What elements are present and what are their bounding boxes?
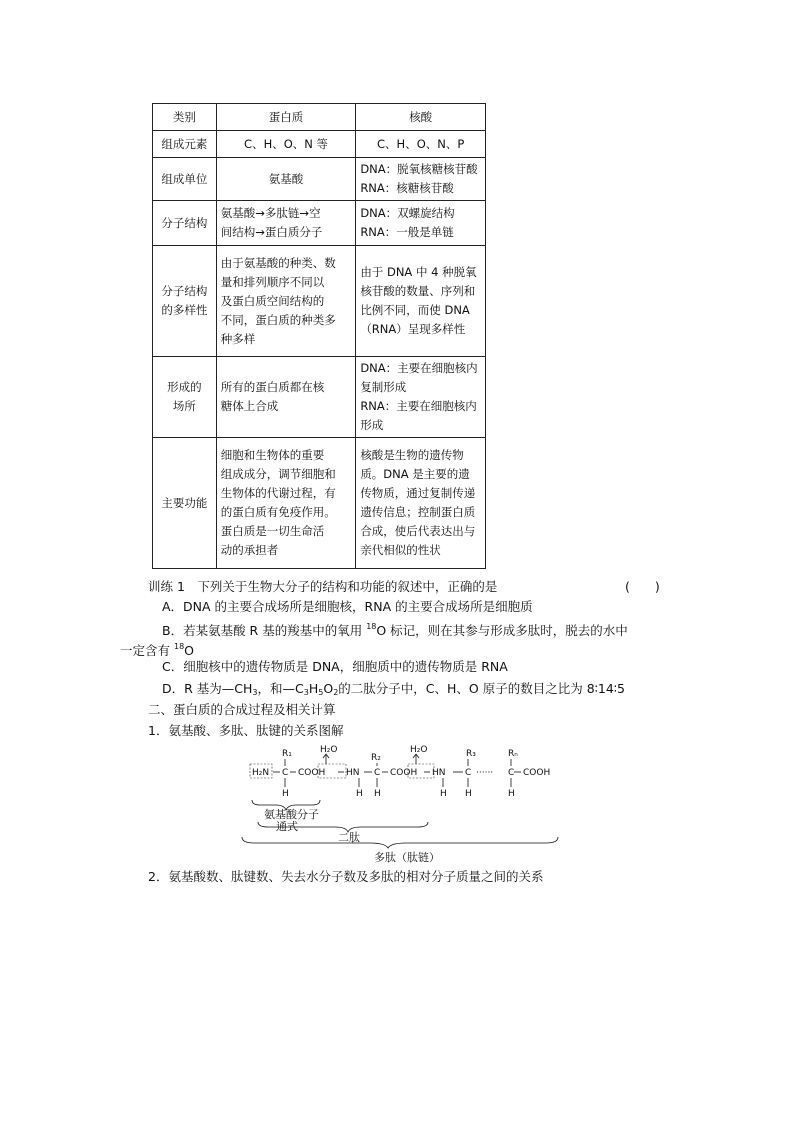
option-b-text-2: O 标记，则在其参与形成多肽时，脱去的水中	[376, 623, 628, 638]
row-units	[153, 158, 486, 201]
subscript: 3	[252, 688, 258, 697]
nh-1: HN	[346, 768, 360, 778]
option-b-text-3: 一定含有	[120, 643, 174, 658]
nucleic-acid-cell	[356, 357, 486, 438]
r1-label: R₁	[282, 749, 292, 759]
protein-cell	[216, 131, 356, 158]
nucleic-acid-cell-line: RNA：主要在细胞核内	[360, 399, 477, 413]
alpha-carbon-2: C	[374, 768, 381, 778]
option-d	[162, 680, 625, 702]
category-cell-line: 组成元素	[161, 136, 208, 151]
nucleic-acid-cell-line: C、H、O、N、P	[377, 136, 465, 151]
polypeptide-brace	[242, 837, 558, 848]
category-cell-line: 组成单位	[161, 171, 208, 186]
polypeptide-label: 多肽（肽链）	[374, 851, 440, 864]
h-2: H	[356, 789, 363, 799]
category-cell-line: 主要功能	[161, 495, 208, 510]
protein-cell-line: 及蛋白质空间结构的	[220, 293, 325, 308]
option-d-text-3: H	[308, 681, 319, 696]
row-location	[153, 357, 486, 438]
chain-ellipsis: ······	[476, 768, 494, 778]
protein-cell-line: 氨基酸→多肽链→空	[220, 206, 321, 220]
nucleic-acid-cell-line: 核酸是生物的遗传物	[360, 448, 464, 462]
h-1: H	[282, 789, 289, 799]
nucleic-acid-cell-line: RNA：一般是单链	[360, 225, 454, 239]
h-4: H	[440, 789, 447, 799]
protein-cell-line: 不同，蛋白质的种类多	[220, 312, 336, 327]
amino-acid-formula-label-2: 通式	[276, 820, 298, 833]
isotope-superscript: 18	[173, 642, 185, 651]
row-structure	[153, 201, 486, 246]
protein-cell-line: 的蛋白质有免疫作用。	[220, 505, 336, 519]
category-cell-line: 形成的	[167, 380, 202, 394]
option-b-text-4: O	[184, 643, 195, 658]
protein-cell-line: 所有的蛋白质都在核	[220, 380, 325, 394]
category-cell	[153, 438, 217, 569]
rn-label: Rₙ	[508, 749, 518, 759]
subscript: 2	[333, 688, 339, 697]
option-d-text-2: ，和—C	[257, 681, 304, 696]
item-1-heading: 1．氨基酸、多肽、肽键的关系图解	[148, 723, 344, 738]
answer-bracket: ( )	[625, 579, 660, 594]
nucleic-acid-cell-line: DNA：脱氧核糖核苷酸	[360, 162, 478, 176]
dipeptide-label: 二肽	[338, 831, 360, 844]
nucleic-acid-cell-line: 核苷酸的数量、序列和	[360, 284, 476, 298]
item-2-heading: 2．氨基酸数、肽键数、失去水分子数及多肽的相对分子质量之间的关系	[148, 869, 544, 884]
amino-acid-formula-label-1: 氨基酸分子	[264, 808, 319, 821]
header-category: 类别	[153, 104, 217, 131]
alpha-carbon-1: C	[282, 768, 289, 778]
nh-2: HN	[432, 768, 446, 778]
table-header-row	[153, 104, 486, 131]
alpha-carbon-n: C	[508, 768, 515, 778]
section-heading: 二、蛋白质的合成过程及相关计算	[148, 702, 336, 717]
category-cell	[153, 201, 217, 246]
nucleic-acid-cell	[356, 158, 486, 201]
water-label-1: H₂O	[320, 745, 338, 755]
protein-cell-line: 糖体上合成	[220, 399, 279, 413]
protein-cell-line: 氨基酸	[268, 171, 304, 186]
option-b-line1	[162, 618, 628, 640]
nucleic-acid-cell-line: 传物质，通过复制传递	[360, 486, 476, 500]
header-protein: 蛋白质	[216, 104, 356, 131]
category-cell-line: 分子结构	[161, 284, 208, 298]
nucleic-acid-cell-line: 亲代相似的性状	[360, 543, 441, 557]
nucleic-acid-cell-line: 合成，使后代表达出与	[360, 524, 476, 538]
protein-cell-line: 种多样	[220, 331, 256, 346]
nucleic-acid-cell-line: 形成	[360, 418, 384, 432]
comparison-table	[152, 103, 486, 569]
option-d-text-5: 的二肽分子中，C、H、O 原子的数目之比为 8∶14∶5	[338, 681, 626, 696]
nucleic-acid-cell-line: 由于 DNA 中 4 种脱氧	[360, 265, 477, 279]
nucleic-acid-cell-line: 比例不同，而使 DNA	[360, 303, 470, 317]
option-d-text-4: O	[323, 681, 334, 696]
subscript: 5	[318, 688, 324, 697]
r3-label: R₃	[466, 749, 476, 759]
nucleic-acid-cell	[356, 246, 486, 357]
protein-cell	[216, 246, 356, 357]
exercise-stem: 训练 1 下列关于生物大分子的结构和功能的叙述中，正确的是	[148, 579, 498, 594]
carboxyl-1: COOH	[298, 768, 326, 778]
category-cell-line: 分子结构	[161, 215, 208, 230]
option-b-text-1: B．若某氨基酸 R 基的羧基中的氧用	[162, 623, 367, 638]
nucleic-acid-cell-line: DNA：主要在细胞核内	[360, 361, 478, 375]
nucleic-acid-cell-line: DNA：双螺旋结构	[360, 206, 455, 220]
category-cell-line: 的多样性	[161, 303, 208, 317]
water-label-2: H₂O	[410, 745, 428, 755]
r2-label: R₂	[371, 753, 381, 763]
protein-cell-line: 蛋白质是一切生命活	[220, 524, 325, 538]
row-function	[153, 438, 486, 569]
category-cell	[153, 357, 217, 438]
subscript: 3	[303, 688, 309, 697]
nucleic-acid-cell-line: 遗传信息；控制蛋白质	[360, 505, 476, 519]
h-3: H	[374, 789, 381, 799]
isotope-superscript: 18	[366, 622, 377, 631]
nucleic-acid-cell	[356, 438, 486, 569]
nucleic-acid-cell-line: RNA：核糖核苷酸	[360, 181, 454, 195]
category-cell-line: 场所	[172, 399, 196, 413]
option-d-text-1: D．R 基为—CH	[162, 681, 253, 696]
protein-cell	[216, 158, 356, 201]
protein-cell-line: 细胞和生物体的重要	[220, 448, 325, 462]
protein-cell-line: 量和排列顺序不同以	[220, 274, 325, 289]
nucleic-acid-cell-line: 复制形成	[360, 380, 407, 394]
protein-cell-line: 由于氨基酸的种类、数	[220, 255, 336, 270]
nucleic-acid-cell	[356, 201, 486, 246]
protein-cell-line: 间结构→蛋白质分子	[220, 225, 323, 239]
carboxyl-n: COOH	[523, 768, 551, 778]
nucleic-acid-cell	[356, 131, 486, 158]
category-cell	[153, 158, 217, 201]
comparison-table-body	[153, 104, 486, 569]
option-c: C．细胞核中的遗传物质是 DNA，细胞质中的遗传物质是 RNA	[162, 659, 508, 674]
protein-cell	[216, 357, 356, 438]
header-nucleic-acid: 核酸	[356, 104, 486, 131]
protein-cell-line: 组成成分，调节细胞和	[220, 467, 336, 481]
protein-cell-line: 动的承担者	[220, 543, 279, 557]
h-5: H	[465, 789, 472, 799]
peptide-bond-diagram	[240, 742, 570, 868]
carboxyl-2: COOH	[390, 768, 418, 778]
nucleic-acid-cell-line: 质。DNA 是主要的遗	[360, 467, 470, 481]
protein-cell-line: C、H、O、N 等	[244, 136, 329, 151]
protein-cell	[216, 201, 356, 246]
option-a: A．DNA 的主要合成场所是细胞核，RNA 的主要合成场所是细胞质	[162, 599, 533, 614]
protein-cell-line: 生物体的代谢过程，有	[220, 486, 336, 500]
nucleic-acid-cell-line: （RNA）呈现多样性	[360, 322, 466, 336]
category-cell	[153, 131, 217, 158]
row-diversity	[153, 246, 486, 357]
alpha-carbon-3: C	[465, 768, 472, 778]
amino-group-label: H₂N	[252, 768, 270, 778]
option-b-line2	[120, 638, 194, 660]
h-6: H	[508, 789, 515, 799]
protein-cell	[216, 438, 356, 569]
row-elements	[153, 131, 486, 158]
category-cell	[153, 246, 217, 357]
